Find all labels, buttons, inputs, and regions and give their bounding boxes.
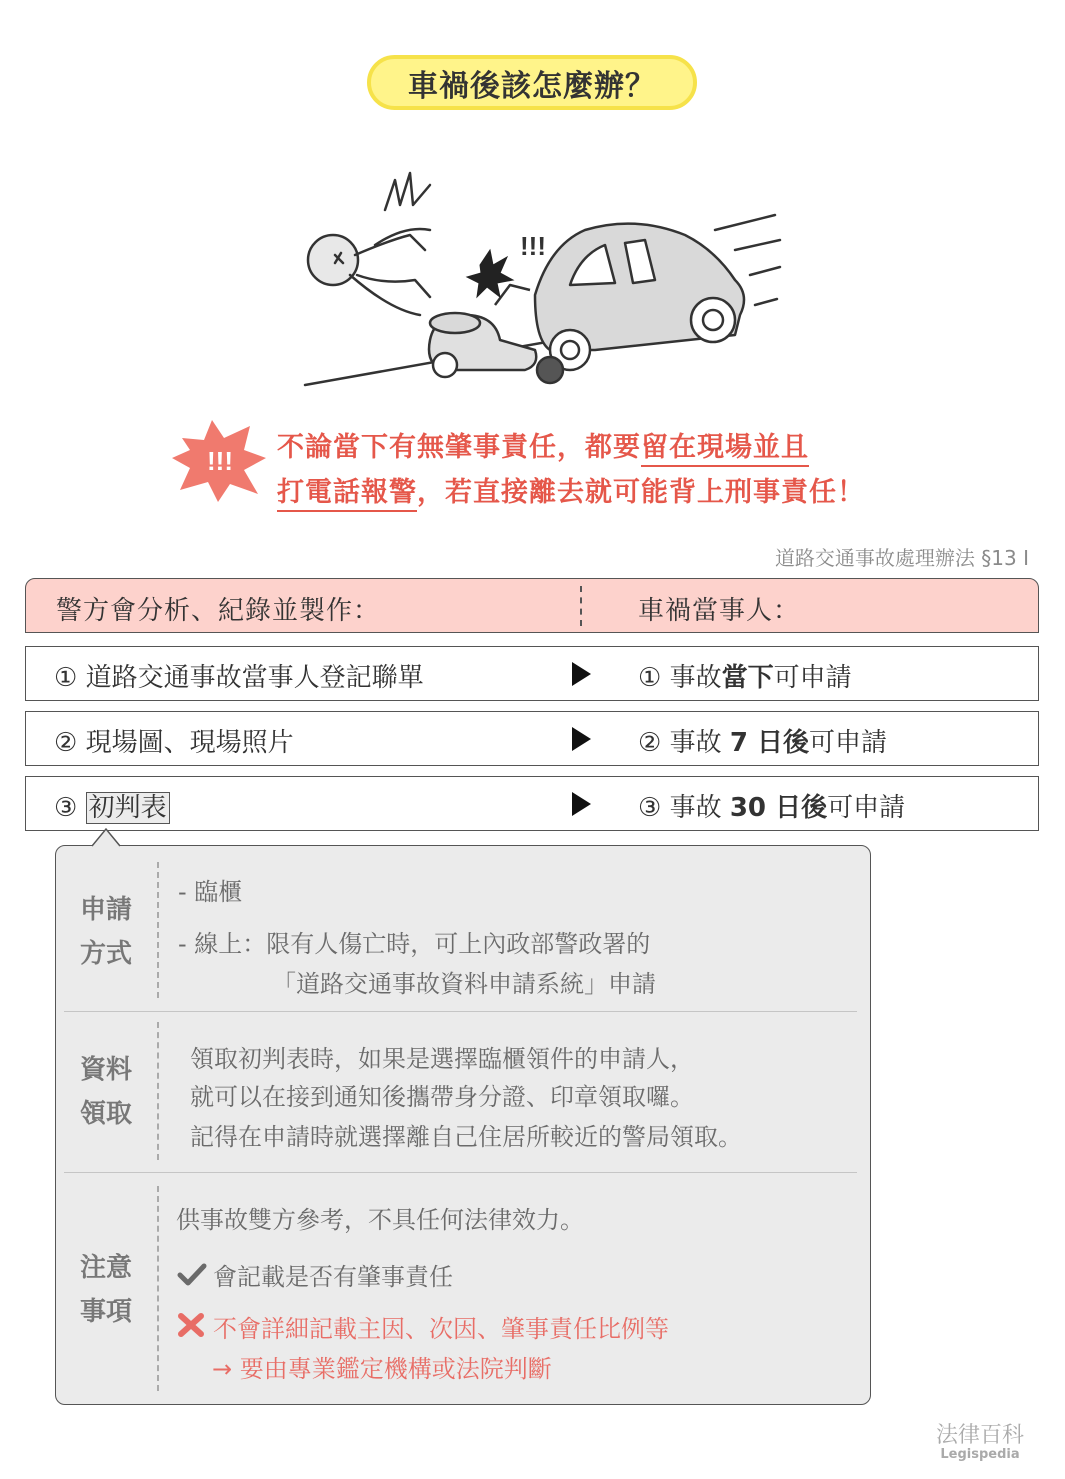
svg-text:!!!: !!! bbox=[207, 446, 233, 476]
notes-intro: 供事故雙方參考，不具任何法律效力。 bbox=[176, 1206, 584, 1234]
svg-text:!!!: !!! bbox=[520, 231, 546, 261]
brand-logo: 法律百科 bbox=[935, 1423, 1024, 1448]
arrow-right-icon bbox=[572, 727, 591, 751]
row-1-timing: ① 事故當下可申請 bbox=[638, 663, 852, 693]
row-2-document: ② 現場圖、現場照片 bbox=[54, 728, 294, 758]
section-divider bbox=[157, 1186, 159, 1391]
section-divider bbox=[157, 862, 159, 998]
header-police: 警方會分析、紀錄並製作： bbox=[56, 596, 381, 626]
apply-online-system: 「道路交通事故資料申請系統」申請 bbox=[272, 970, 656, 998]
warning-line-1: 不論當下有無肇事責任，都要留在現場並且 bbox=[277, 425, 809, 464]
alert-burst-icon bbox=[172, 418, 268, 502]
page-title: 車禍後該怎麼辦？ bbox=[367, 55, 697, 110]
row-3-document: ③ 初判表 bbox=[54, 787, 170, 824]
section-divider bbox=[157, 1022, 159, 1160]
row-3-timing: ③ 事故 30 日後可申請 bbox=[638, 793, 906, 823]
arrow-right-icon bbox=[572, 662, 591, 686]
apply-counter: - 臨櫃 bbox=[178, 878, 243, 906]
header-divider bbox=[580, 586, 582, 626]
law-reference: 道路交通事故處理辦法 §13 I bbox=[774, 546, 1029, 570]
section-separator bbox=[64, 1172, 857, 1173]
pickup-line-3: 記得在申請時就選擇離自己住居所較近的警局領取。 bbox=[190, 1123, 742, 1151]
pickup-line-1: 領取初判表時，如果是選擇臨櫃領件的申請人， bbox=[190, 1045, 694, 1073]
arrow-right-icon bbox=[572, 792, 591, 816]
pickup-heading: 資料 領取 bbox=[79, 1055, 132, 1129]
notes-cross-item: 不會詳細記載主因、次因、肇事責任比例等 bbox=[213, 1315, 669, 1343]
notes-check-item: 會記載是否有肇事責任 bbox=[213, 1263, 453, 1291]
section-separator bbox=[64, 1011, 857, 1012]
callout-pointer bbox=[92, 827, 122, 847]
warning-line-2: 打電話報警，若直接離去就可能背上刑事責任！ bbox=[277, 470, 865, 509]
row-2-timing: ② 事故 7 日後可申請 bbox=[638, 728, 888, 758]
row-1-document: ① 道路交通事故當事人登記聯單 bbox=[54, 663, 424, 693]
cross-icon bbox=[177, 1312, 205, 1338]
header-party: 車禍當事人： bbox=[638, 596, 801, 626]
notes-arrow-item: → 要由專業鑑定機構或法院判斷 bbox=[212, 1355, 552, 1383]
pickup-line-2: 就可以在接到通知後攜帶身分證、印章領取囉。 bbox=[190, 1083, 694, 1111]
apply-method-heading: 申請 方式 bbox=[79, 895, 132, 969]
brand-subtitle: Legispedia bbox=[940, 1447, 1020, 1462]
apply-online: - 線上：限有人傷亡時，可上內政部警政署的 bbox=[178, 930, 651, 958]
check-icon bbox=[177, 1262, 207, 1286]
accident-illustration bbox=[295, 165, 785, 415]
notes-heading: 注意 事項 bbox=[79, 1253, 132, 1327]
